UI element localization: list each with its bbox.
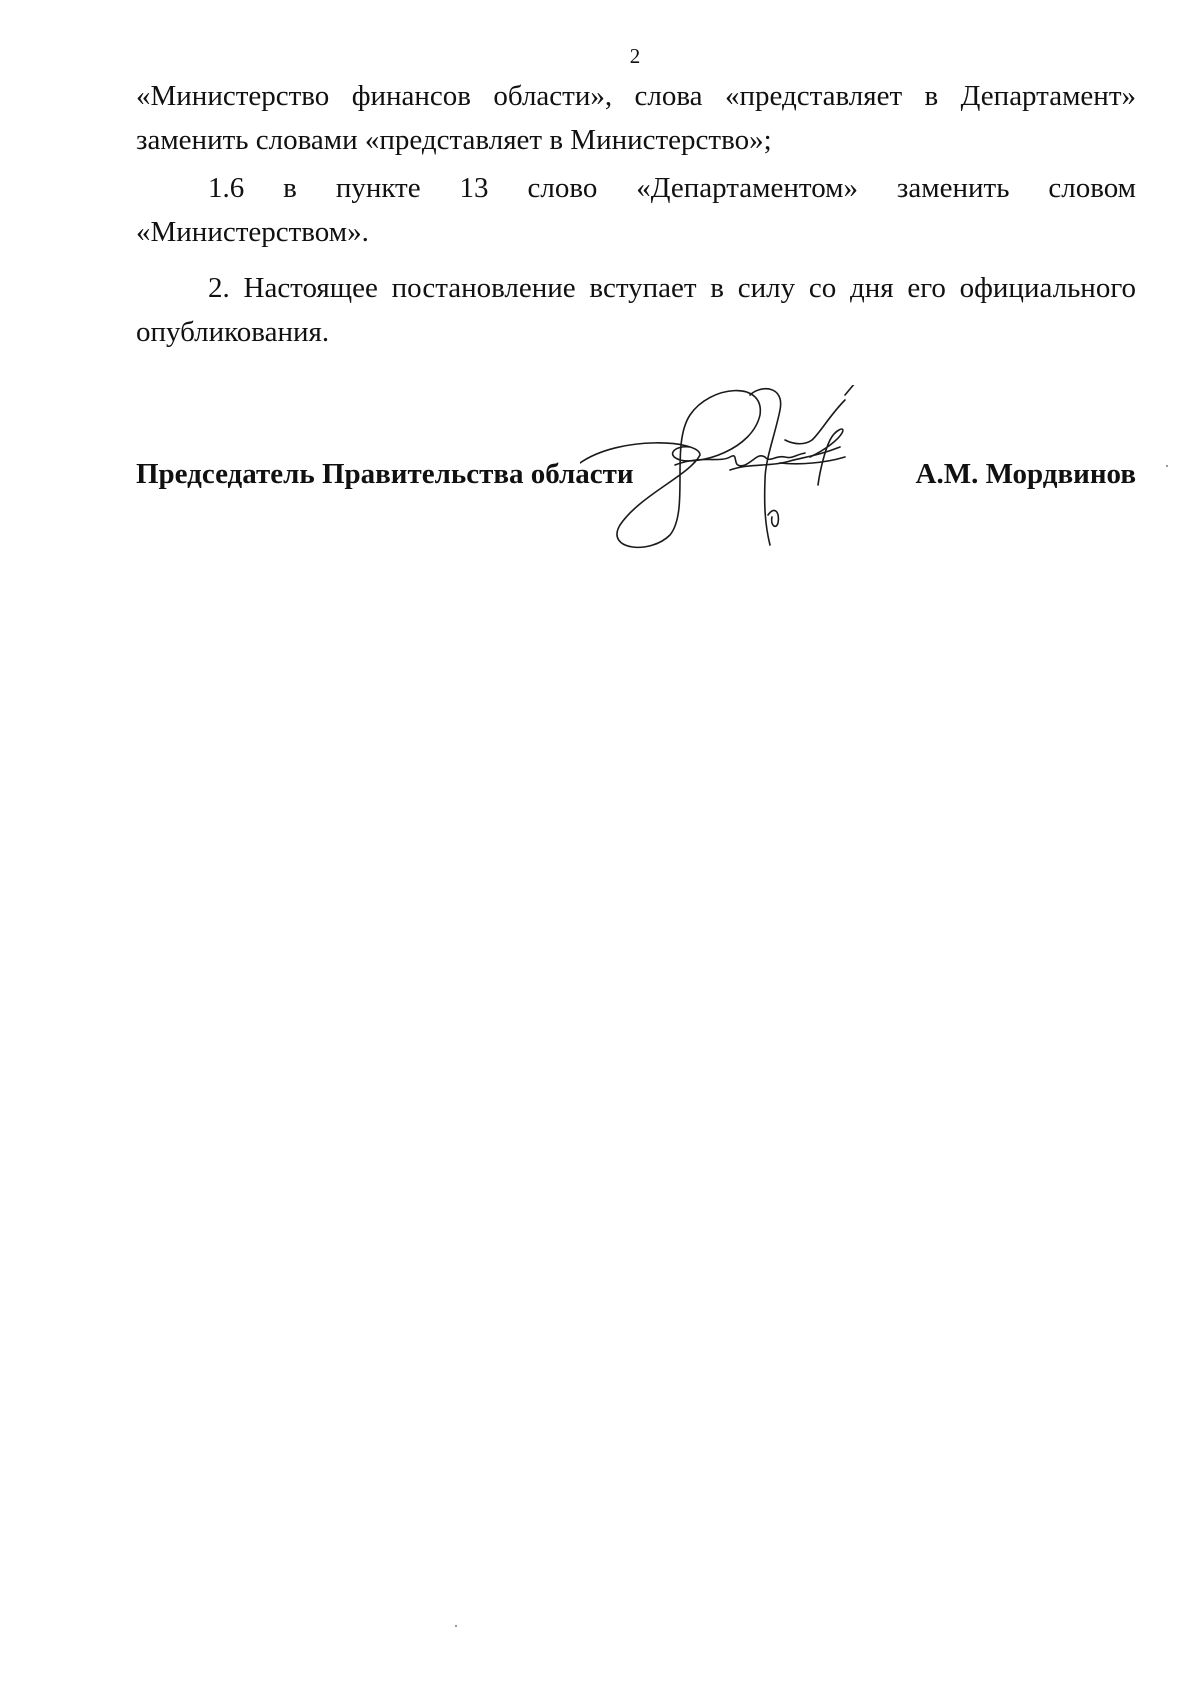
document-body bbox=[136, 74, 1136, 162]
paragraph-continuation: «Министерство финансов области», слова «представляет в Департамент» заменить словами «представляет в Министерство»; bbox=[136, 80, 1136, 156]
signer-position: Председатель Правительства области bbox=[136, 458, 634, 490]
paragraph-item-2: 2. Настоящее постановление вступает в силу со дня его официального опубликования. bbox=[136, 272, 1136, 348]
scan-speck bbox=[455, 1625, 457, 1627]
page-number: 2 bbox=[629, 44, 641, 68]
document-body-item-2 bbox=[136, 266, 1136, 354]
paragraph-item-1-6: 1.6 в пункте 13 слово «Департаментом» заменить словом «Министерством». bbox=[136, 172, 1136, 248]
handwritten-signature bbox=[580, 385, 940, 605]
document-body-item-1-6 bbox=[136, 166, 1136, 254]
scan-speck bbox=[1166, 465, 1168, 467]
signer-name: А.М. Мордвинов bbox=[915, 458, 1136, 490]
